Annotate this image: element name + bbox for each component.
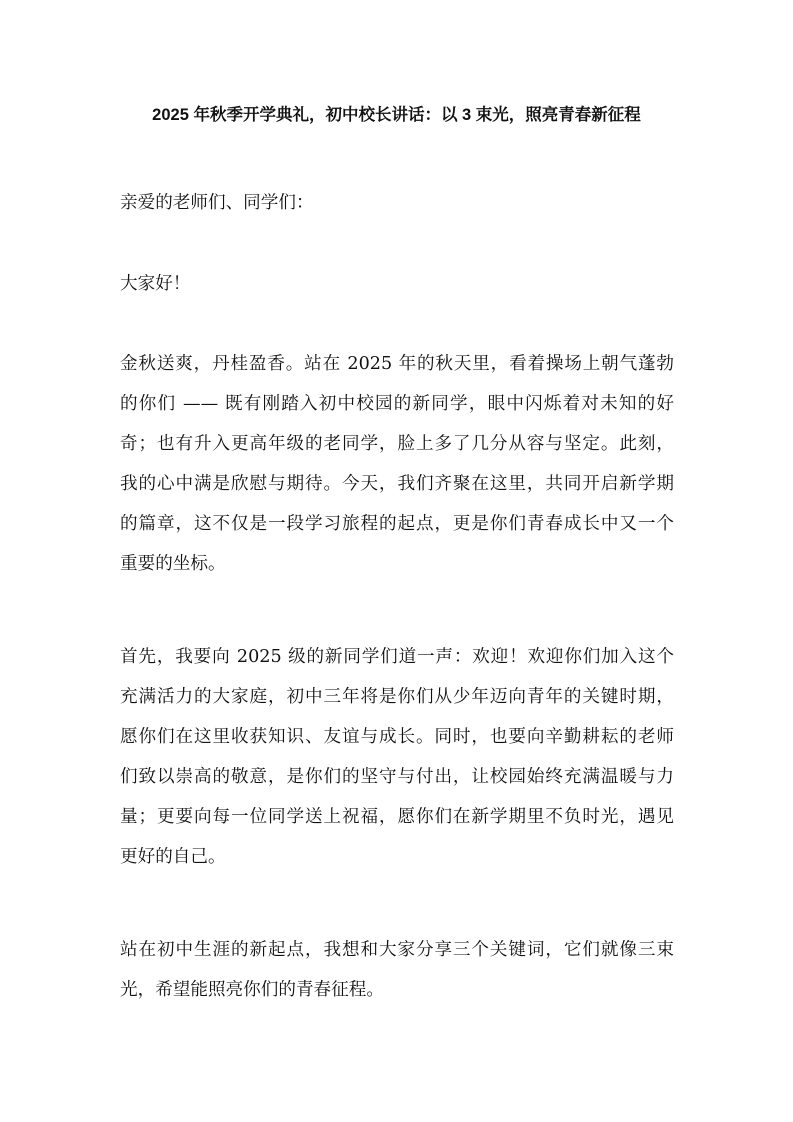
paragraph-line: 站在初中生涯的新起点，我想和大家分享三个关键词，它们就像三束 [120, 940, 674, 960]
paragraph-line: 量；更要向每一位同学送上祝福，愿你们在新学期里不负时光，遇见 [120, 807, 674, 827]
paragraph-line: 愿你们在这里收获知识、友谊与成长。同时，也要向辛勤耕耘的老师 [120, 727, 674, 747]
paragraph-line: 的你们 —— 既有刚踏入初中校园的新同学，眼中闪烁着对未知的好 [120, 394, 674, 414]
paragraph-2 [120, 637, 674, 877]
paragraph-line: 们致以崇高的敬意，是你们的坚守与付出，让校园始终充满温暖与力 [120, 767, 674, 787]
paragraph-1 [120, 344, 674, 584]
paragraph-line: 更好的自己。 [120, 847, 226, 867]
greeting: 大家好！ [120, 274, 191, 294]
paragraph-line: 的篇章，这不仅是一段学习旅程的起点，更是你们青春成长中又一个 [120, 514, 674, 534]
paragraph-line: 奇；也有升入更高年级的老同学，脸上多了几分从容与坚定。此刻， [120, 434, 674, 454]
paragraph-line: 充满活力的大家庭，初中三年将是你们从少年迈向青年的关键时期， [120, 687, 674, 707]
paragraph-line: 光，希望能照亮你们的青春征程。 [120, 980, 384, 1000]
paragraph-line: 我的心中满是欣慰与期待。今天，我们齐聚在这里，共同开启新学期 [120, 474, 674, 494]
paragraph-line: 首先，我要向 2025 级的新同学们道一声：欢迎！欢迎你们加入这个 [120, 647, 674, 667]
paragraph-3 [120, 930, 674, 1010]
document-title: 2025 年秋季开学典礼，初中校长讲话：以 3 束光，照亮青春新征程 [152, 106, 641, 124]
salutation: 亲爱的老师们、同学们： [120, 193, 314, 213]
paragraph-line: 金秋送爽，丹桂盈香。站在 2025 年的秋天里，看着操场上朝气蓬勃 [120, 354, 674, 374]
paragraph-line: 重要的坐标。 [120, 554, 226, 574]
